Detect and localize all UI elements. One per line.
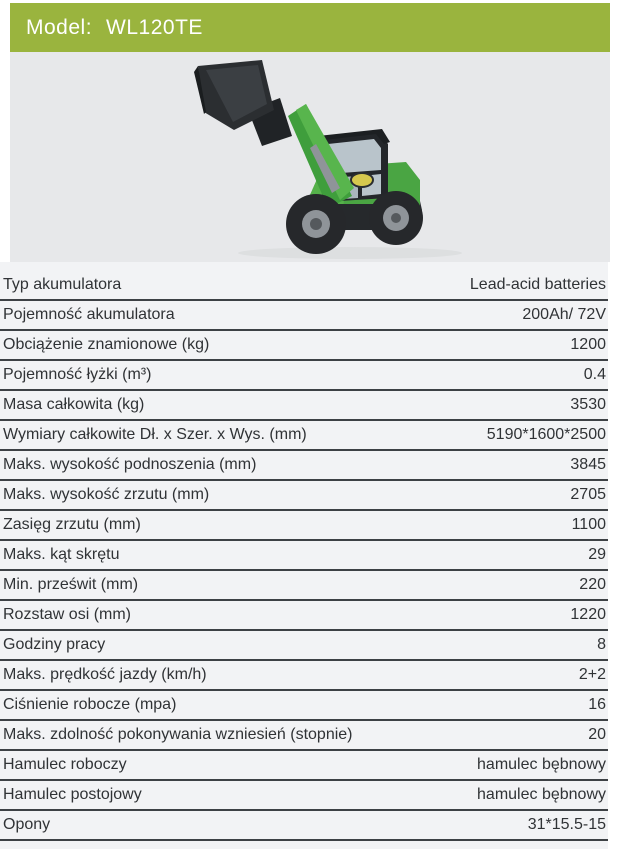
spec-label: Typ akumulatora (3, 276, 122, 293)
spec-value: 1100 (571, 516, 606, 533)
table-row (0, 571, 608, 601)
spec-value: 20 (588, 726, 606, 743)
table-row (0, 451, 608, 481)
spec-label: Pojemność akumulatora (3, 306, 175, 323)
table-row (0, 271, 608, 301)
spec-label: Maks. prędkość jazdy (km/h) (3, 666, 207, 683)
model-label: Model: (26, 15, 93, 39)
table-row (0, 481, 608, 511)
table-row (0, 601, 608, 631)
spec-label: Pojemność łyżki (m³) (3, 366, 152, 383)
spec-label: Opony (3, 816, 51, 833)
spec-table (0, 262, 608, 849)
spec-value: 5190*1600*2500 (486, 426, 606, 443)
spec-label: Maks. kąt skrętu (3, 546, 120, 563)
spec-label: Rozstaw osi (mm) (3, 606, 132, 623)
table-row (0, 781, 608, 811)
spec-label: Masa całkowita (kg) (3, 396, 145, 413)
spec-label: Wymiary całkowite Dł. x Szer. x Wys. (mm) (3, 426, 307, 443)
table-row (0, 691, 608, 721)
table-row (0, 631, 608, 661)
table-row (0, 721, 608, 751)
product-image-area (10, 52, 610, 262)
spec-value: 2+2 (578, 666, 606, 683)
spec-label: Obciążenie znamionowe (kg) (3, 336, 210, 353)
spec-value: 3845 (570, 456, 606, 473)
spec-value: 31*15.5-15 (527, 816, 606, 833)
spec-value: hamulec bębnowy (477, 756, 606, 773)
model-header (10, 3, 610, 52)
spec-value: 0.4 (583, 366, 606, 383)
table-row (0, 361, 608, 391)
table-row (0, 391, 608, 421)
spec-value: 1220 (570, 606, 606, 623)
spec-label: Zasięg zrzutu (mm) (3, 516, 141, 533)
spec-value: 8 (597, 636, 606, 653)
spec-label: Godziny pracy (3, 636, 106, 653)
table-row (0, 331, 608, 361)
spec-label: Hamulec roboczy (3, 756, 127, 773)
model-number: WL120TE (106, 15, 203, 39)
spec-value: 2705 (570, 486, 606, 503)
spec-value: 220 (579, 576, 606, 593)
table-row (0, 811, 608, 841)
spec-label: Maks. zdolność pokonywania wzniesień (stopnie) (3, 726, 353, 743)
spec-label: Min. prześwit (mm) (3, 576, 139, 593)
table-row (0, 301, 608, 331)
table-row (0, 661, 608, 691)
spec-label: Ciśnienie robocze (mpa) (3, 696, 177, 713)
wheel-loader-illustration (10, 52, 610, 262)
spec-value: 200Ah/ 72V (522, 306, 606, 323)
spec-value: 3530 (570, 396, 606, 413)
table-row (0, 751, 608, 781)
spec-value: 29 (588, 546, 606, 563)
spec-value: Lead-acid batteries (469, 276, 606, 293)
table-row (0, 511, 608, 541)
spec-value: 1200 (570, 336, 606, 353)
table-row (0, 421, 608, 451)
table-row (0, 541, 608, 571)
spec-label: Maks. wysokość podnoszenia (mm) (3, 456, 257, 473)
spec-value: 16 (588, 696, 606, 713)
spec-label: Hamulec postojowy (3, 786, 142, 803)
spec-sheet (0, 3, 618, 852)
spec-label: Maks. wysokość zrzutu (mm) (3, 486, 210, 503)
spec-value: hamulec bębnowy (477, 786, 606, 803)
